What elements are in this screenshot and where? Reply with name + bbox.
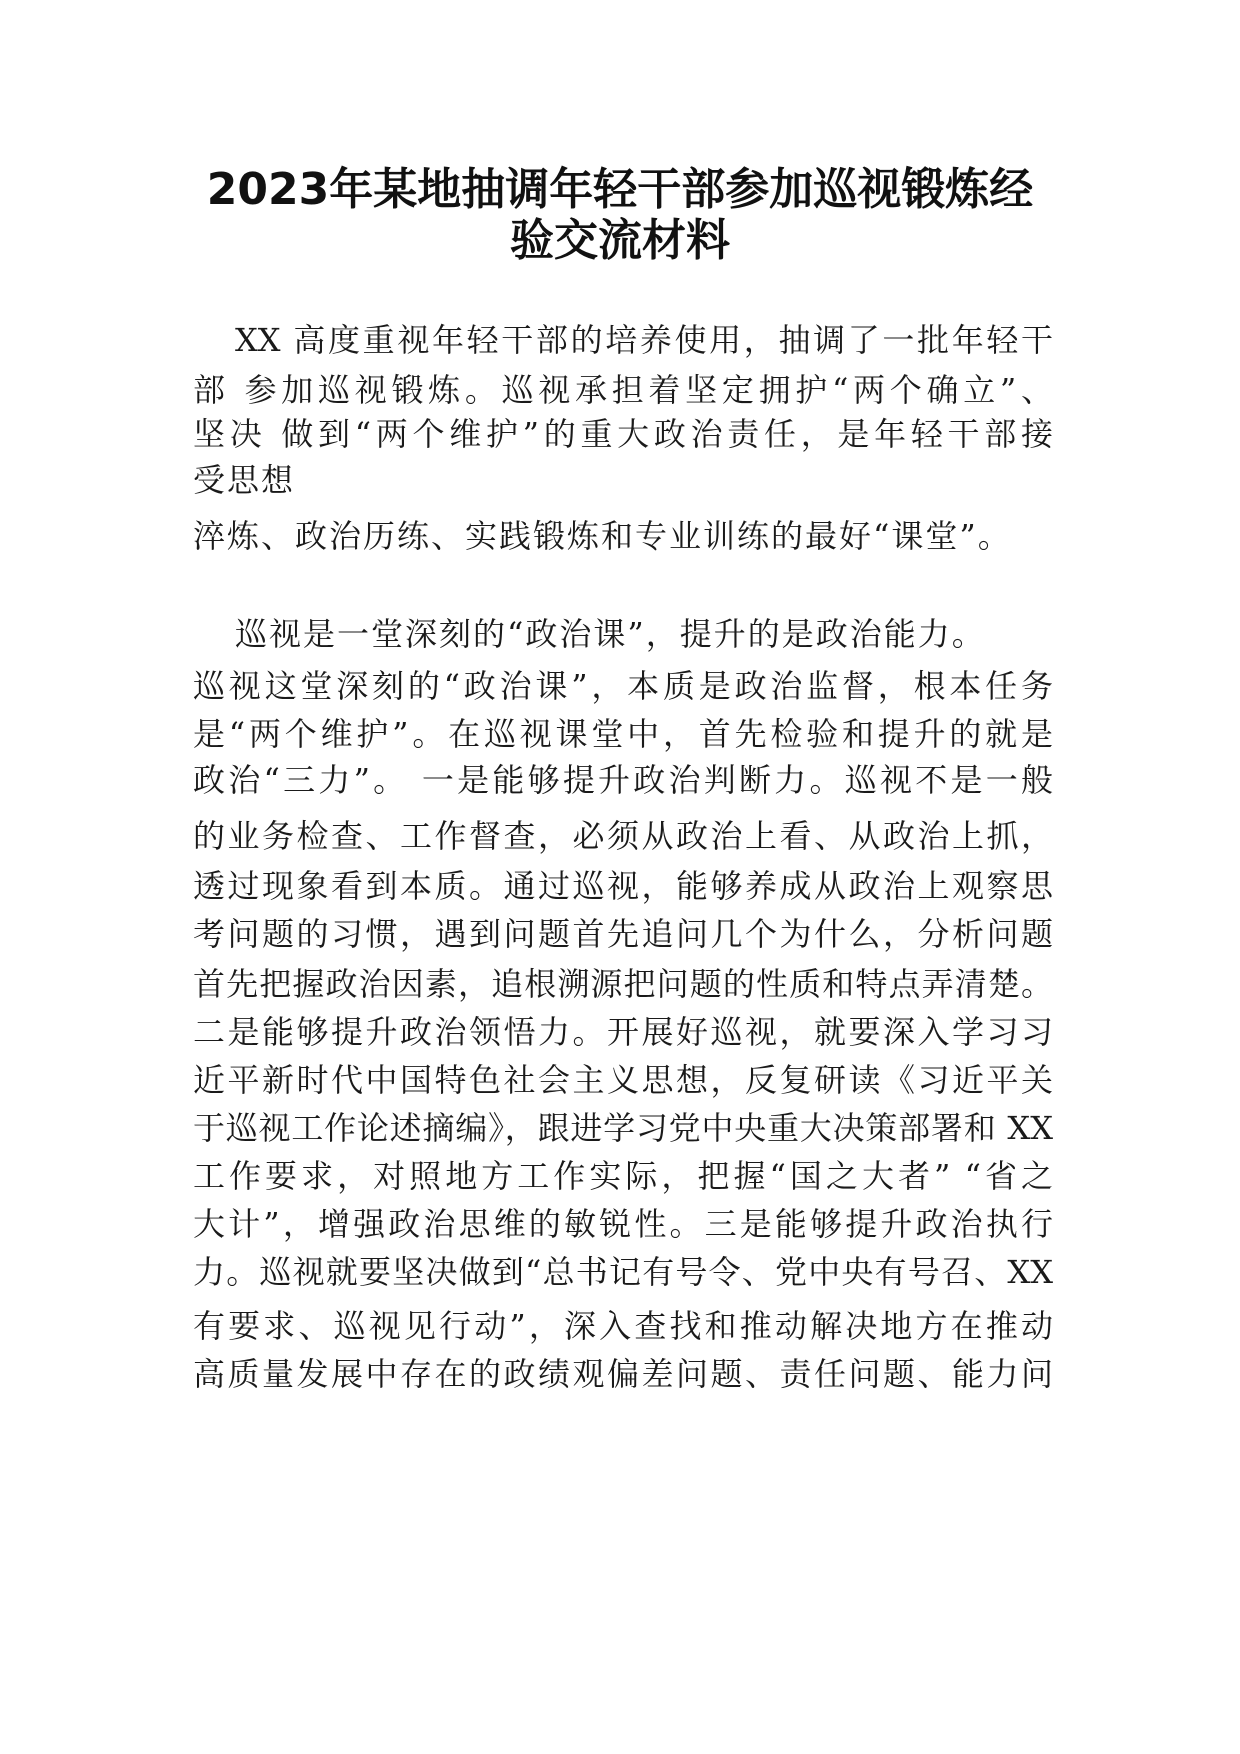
paragraph-line: XX 高度重视年轻干部的培养使用，抽调了一批年轻干 xyxy=(235,321,1053,359)
paragraph-line: 淬炼、政治历练、实践锻炼和专业训练的最好“课堂”。 xyxy=(193,517,1012,555)
paragraph-line: 于巡视工作论述摘编》，跟进学习党中央重大决策部署和 XX xyxy=(193,1109,1053,1147)
paragraph-line: 工作要求，对照地方工作实际，把握“国之大者” “省之 xyxy=(193,1157,1053,1195)
title-line: 验交流材料 xyxy=(510,215,730,266)
paragraph-line: 考问题的习惯，遇到问题首先追问几个为什么，分析问题 xyxy=(193,915,1053,953)
paragraph-line: 受思想 xyxy=(193,461,296,499)
paragraph-line: 的业务检查、工作督查，必须从政治上看、从政治上抓， xyxy=(193,817,1053,855)
title-line: 2023年某地抽调年轻干部参加巡视锻炼经 xyxy=(206,164,1034,215)
paragraph-line: 部 参加巡视锻炼。巡视承担着坚定拥护“两个确立”、 xyxy=(193,371,1053,409)
paragraph-line: 坚决 做到“两个维护”的重大政治责任，是年轻干部接 xyxy=(193,415,1053,453)
paragraph-line: 透过现象看到本质。通过巡视，能够养成从政治上观察思 xyxy=(193,867,1053,905)
paragraph-line: 近平新时代中国特色社会主义思想，反复研读《习近平关 xyxy=(193,1061,1053,1099)
paragraph-line: 大计”，增强政治思维的敏锐性。三是能够提升政治执行 xyxy=(193,1205,1053,1243)
paragraph-line: 首先把握政治因素，追根溯源把问题的性质和特点弄清楚。 xyxy=(193,965,1053,1003)
paragraph-line: 力。巡视就要坚决做到“总书记有号令、党中央有号召、XX xyxy=(193,1253,1053,1291)
paragraph-line: 政治“三力”。 一是能够提升政治判断力。巡视不是一般 xyxy=(193,761,1053,799)
paragraph-line: 有要求、巡视见行动”，深入查找和推动解决地方在推动 xyxy=(193,1307,1053,1345)
paragraph-line: 二是能够提升政治领悟力。开展好巡视，就要深入学习习 xyxy=(193,1013,1053,1051)
paragraph-line: 巡视是一堂深刻的“政治课”，提升的是政治能力。 xyxy=(235,615,986,653)
paragraph-line: 巡视这堂深刻的“政治课”，本质是政治监督，根本任务 xyxy=(193,667,1053,705)
paragraph-line: 高质量发展中存在的政绩观偏差问题、责任问题、能力问 xyxy=(193,1355,1053,1393)
paragraph-line: 是“两个维护”。在巡视课堂中，首先检验和提升的就是 xyxy=(193,715,1053,753)
